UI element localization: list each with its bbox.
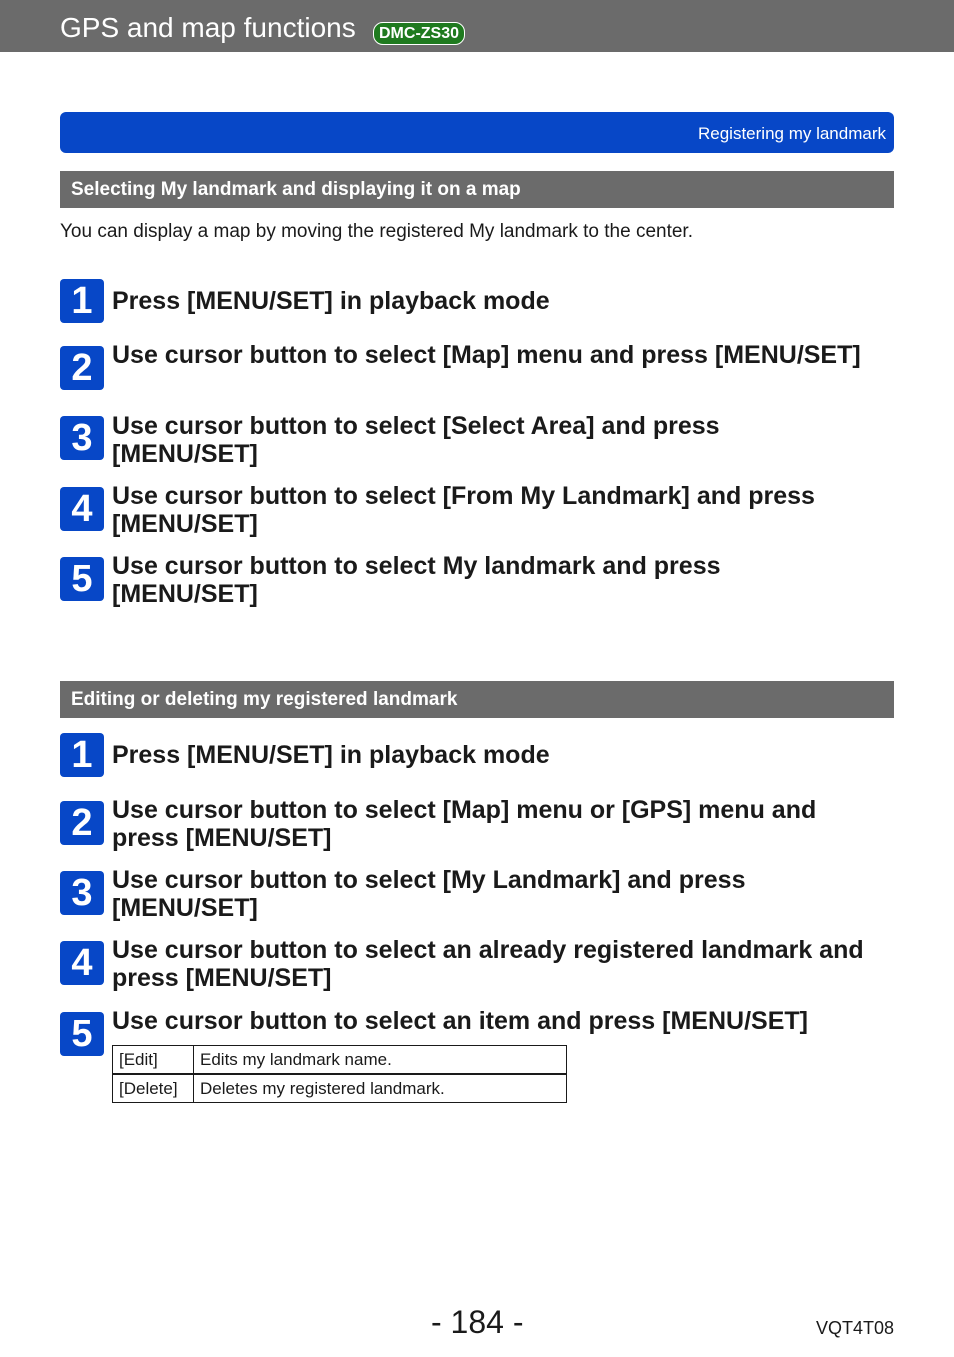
- topic-title: Registering my landmark: [697, 124, 886, 143]
- option-key: [Edit]: [113, 1046, 194, 1075]
- step-number-badge: 2: [60, 801, 104, 845]
- step-number-badge: 5: [60, 1012, 104, 1056]
- option-key: [Delete]: [113, 1074, 194, 1103]
- document-code: VQT4T08: [815, 1318, 894, 1338]
- section-heading-edit-landmark: [60, 681, 894, 718]
- option-description: Deletes my registered landmark.: [194, 1074, 567, 1103]
- step-text: Use cursor button to select My landmark and press [MENU/SET]: [112, 552, 721, 608]
- step-number-badge: 3: [60, 871, 104, 915]
- section-heading-select-landmark: [60, 171, 894, 208]
- step-number-badge: 5: [60, 557, 104, 601]
- step-number-badge: 2: [60, 346, 104, 390]
- step-text: Use cursor button to select [Map] menu and press [MENU/SET]: [112, 341, 861, 369]
- intro-text: You can display a map by moving the registered My landmark to the center.: [60, 221, 693, 242]
- section-heading-text: Editing or deleting my registered landmark: [71, 689, 458, 710]
- table-row: [113, 1074, 567, 1103]
- step-number-badge: 3: [60, 416, 104, 460]
- step-text: Use cursor button to select [My Landmark] and press [MENU/SET]: [112, 866, 746, 922]
- topic-bar: [60, 112, 894, 153]
- option-description: Edits my landmark name.: [194, 1046, 567, 1075]
- header-title: GPS and map functions: [60, 12, 356, 43]
- step-text: Use cursor button to select [From My Landmark] and press [MENU/SET]: [112, 482, 815, 538]
- model-badge: DMC-ZS30: [373, 22, 465, 45]
- step-number-badge: 4: [60, 487, 104, 531]
- step-text: Press [MENU/SET] in playback mode: [112, 741, 550, 769]
- step-number-badge: 1: [60, 279, 104, 323]
- section-heading-text: Selecting My landmark and displaying it on a map: [71, 179, 521, 200]
- step-text: Use cursor button to select an already registered landmark and press [MENU/SET]: [112, 936, 864, 992]
- step-text: Use cursor button to select [Select Area] and press [MENU/SET]: [112, 412, 720, 468]
- step-text: Use cursor button to select [Map] menu or [GPS] menu and press [MENU/SET]: [112, 796, 817, 852]
- options-table: [112, 1045, 567, 1103]
- page-number: - 184 -: [431, 1304, 524, 1340]
- page-header: [0, 0, 954, 52]
- step-text: Use cursor button to select an item and press [MENU/SET]: [112, 1007, 808, 1035]
- table-row: [113, 1046, 567, 1075]
- step-text: Press [MENU/SET] in playback mode: [112, 287, 550, 315]
- step-number-badge: 4: [60, 941, 104, 985]
- step-number-badge: 1: [60, 733, 104, 777]
